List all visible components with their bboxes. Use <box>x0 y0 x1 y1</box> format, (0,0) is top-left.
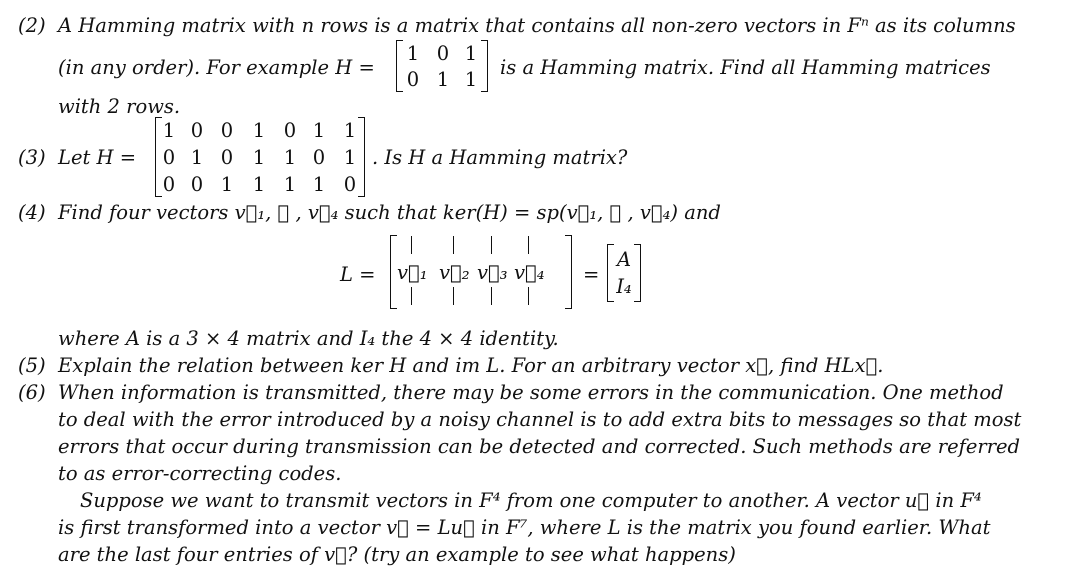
h-cell: 0 <box>162 173 176 196</box>
h-cell: 1 <box>252 119 266 142</box>
h-cell: 1 <box>252 146 266 169</box>
h-cell: 0 <box>220 119 234 142</box>
item-number-6: (6) <box>18 381 46 404</box>
h-cell: 1 <box>312 173 326 196</box>
ex-cell: 1 <box>464 68 478 91</box>
p2-line1: A Hamming matrix with n rows is a matrix that contains all non-zero vectors in Fⁿ as its columns <box>58 14 1016 37</box>
h-cell: 1 <box>312 119 326 142</box>
ex-cell: 1 <box>436 68 450 91</box>
item-number-2: (2) <box>18 14 46 37</box>
p2-line3: with 2 rows. <box>58 95 181 118</box>
p3-question: . Is H a Hamming matrix? <box>372 146 628 169</box>
h-cell: 0 <box>312 146 326 169</box>
h-cell: 0 <box>162 146 176 169</box>
h-cell: 0 <box>190 173 204 196</box>
h-cell: 0 <box>220 146 234 169</box>
column-v1: v⃗₁ <box>397 261 428 284</box>
h-cell: 1 <box>283 173 297 196</box>
h-cell: 0 <box>190 119 204 142</box>
ex-cell: 1 <box>464 42 478 65</box>
item-number-5: (5) <box>18 354 46 377</box>
block-A: A <box>616 248 632 271</box>
p4-where: where A is a 3 × 4 matrix and I₄ the 4 × 4 identity. <box>58 327 559 350</box>
p2-line2-end: is a Hamming matrix. Find all Hamming matrices <box>500 56 991 79</box>
p6-line: When information is transmitted, there may be some errors in the communication. One method <box>58 381 1004 404</box>
h-cell: 1 <box>252 173 266 196</box>
h-cell: 1 <box>162 119 176 142</box>
h-cell: 0 <box>283 119 297 142</box>
item-number-3: (3) <box>18 146 46 169</box>
p6-line: to deal with the error introduced by a noisy channel is to add extra bits to messages so that most <box>58 408 1022 431</box>
h-cell: 0 <box>343 173 357 196</box>
p6-line: errors that occur during transmission can be detected and corrected. Such methods are referred <box>58 435 1021 458</box>
block-I4: I₄ <box>616 275 632 298</box>
h-cell: 1 <box>283 146 297 169</box>
h-cell: 1 <box>190 146 204 169</box>
item-number-4: (4) <box>18 201 46 224</box>
p4-line1: Find four vectors v⃗₁, ⋯ , v⃗₄ such that ker(H) = sp(v⃗₁, ⋯ , v⃗₄) and <box>58 201 721 224</box>
ex-cell: 0 <box>406 68 420 91</box>
p6-para2-line: are the last four entries of v⃗? (try an example to see what happens) <box>58 543 736 566</box>
p6-para2-line: Suppose we want to transmit vectors in F⁴ from one computer to another. A vector u⃗ in F⁴ <box>80 489 982 512</box>
equals-sign: = <box>583 263 600 286</box>
p6-line: to as error-correcting codes. <box>58 462 342 485</box>
h-cell: 1 <box>220 173 234 196</box>
ex-cell: 0 <box>436 42 450 65</box>
p3-let: Let H = <box>58 146 137 169</box>
h-cell: 1 <box>343 146 357 169</box>
column-v4: v⃗₄ <box>514 261 545 284</box>
column-v3: v⃗₃ <box>477 261 508 284</box>
h-cell: 1 <box>343 119 357 142</box>
ex-cell: 1 <box>406 42 420 65</box>
p6-para2-line: is first transformed into a vector v⃗ = Lu⃗ in F⁷, where L is the matrix you found earlier. What <box>58 516 991 539</box>
L-label: L = <box>340 263 376 286</box>
p5-text: Explain the relation between ker H and im L. For an arbitrary vector x⃗, find HLx⃗. <box>58 354 884 377</box>
p2-line2-start: (in any order). For example H = <box>58 56 375 79</box>
column-v2: v⃗₂ <box>439 261 470 284</box>
